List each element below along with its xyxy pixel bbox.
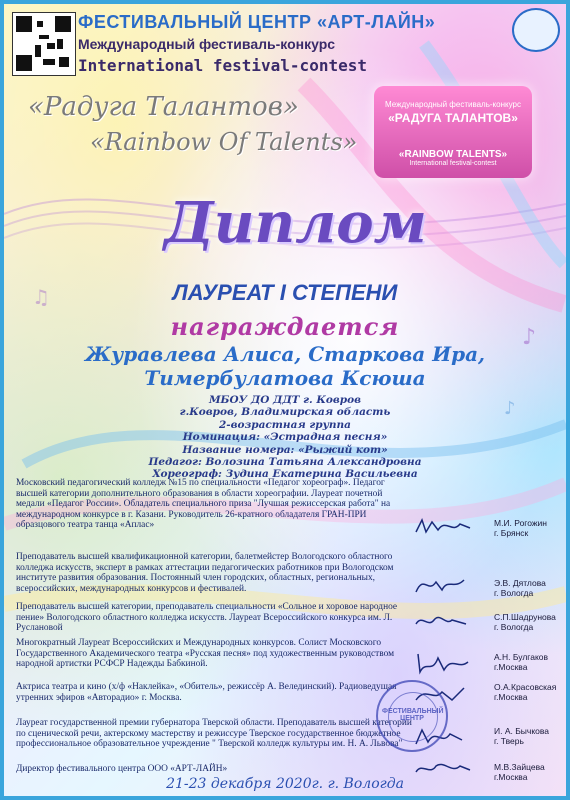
jury-name: И. А. Бычкова: [494, 726, 550, 736]
jury-name: С.П.Шадрунова: [494, 612, 556, 622]
jury-city: г.Москва: [494, 692, 528, 702]
jury-description: Лауреат государственной премии губернатора Тверской области. Преподаватель высшей категории по сценической речи, актерскому мастерству и режиссуре Тверское государственное бюджетное профессиональное образовательное учреждение " Тверской колледж культуры им. Н. А. Львова": [16, 718, 412, 750]
info-age-group: 2-возрастная группа: [219, 418, 351, 431]
diploma-title: Диплом: [164, 190, 427, 256]
jury-member: [16, 602, 556, 642]
jury-name: М.В.Зайцева: [494, 762, 545, 772]
jury-city: г. Вологда: [494, 588, 534, 598]
recipient-names-line-2: Тимербулатова Ксюша: [144, 366, 426, 390]
jury-city: г.Москва: [494, 662, 528, 672]
svg-text:♪: ♪: [504, 398, 516, 419]
jury-name: М.И. Рогожин: [494, 518, 547, 528]
jury-member: [16, 682, 557, 712]
recipient-names: [4, 342, 566, 390]
date-place: 21-23 декабря 2020г. г. Вологда: [166, 776, 404, 792]
jury-description: Преподаватель высшей категории, преподаватель специальности «Сольное и хоровое народное пение» Вологодского областного колледжа искусств. Лауреат Всероссийского конкурса им. Л. Руслановой: [16, 602, 398, 634]
laureate-degree: ЛАУРЕАТ I СТЕПЕНИ: [172, 280, 398, 305]
festival-type-ru: Международный фестиваль-конкурс: [78, 36, 336, 52]
jury-name: Э.В. Дятлова: [494, 578, 546, 588]
badge-line-1: Международный фестиваль-конкурс: [385, 100, 521, 109]
signature-image: [412, 514, 482, 540]
festival-badge: [374, 86, 532, 178]
badge-line-3: «RAINBOW TALENTS»: [398, 149, 508, 160]
festival-type-en: International festival-contest: [78, 56, 367, 75]
jury-description: Актриса театра и кино (х/ф «Наклейка», «Обитель», режиссёр А. Велединский). Радиоведущая утренних эфиров «Авторадио» г. Москва.: [16, 682, 397, 703]
participant-info: [4, 394, 566, 481]
jury-member: [16, 638, 549, 684]
stamp-text: ФЕСТИВАЛЬНЫЙ ЦЕНТР: [382, 708, 444, 722]
art-line-logo: [512, 8, 560, 52]
jury-description: Многократный Лауреат Всероссийских и Международных конкурсов. Солист Московского Государственного Академического театра «Русская песня» под художественным руководством народной артистки РСФСР Надежды Бабкиной.: [16, 638, 395, 670]
svg-text:♪: ♪: [522, 325, 537, 350]
jury-description: Преподаватель высшей квалификационной категории, балетмейстер Вологодского областного колледжа искусств, эксперт в рамках аттестации педагогических работников при Вологодском институте развития образования. Постоянный член городских, областных, региональных, всероссийских, международных конкурсов и фестивалей.: [16, 552, 394, 594]
jury-member: [16, 478, 547, 542]
jury-description: Директор фестивального центра ООО «АРТ-ЛАЙН»: [16, 764, 228, 774]
svg-text:♫: ♫: [32, 285, 50, 309]
info-number-title: Название номера: «Рыжий кот»: [182, 443, 388, 456]
official-stamp: [376, 680, 448, 752]
info-choreographer: Хореограф: Зудина Екатерина Васильевна: [152, 468, 418, 481]
signature-image: [412, 572, 482, 598]
signature-image: [412, 650, 482, 676]
festival-name-ru: «Радуга Талантов»: [28, 92, 299, 122]
jury-city: г. Тверь: [494, 736, 524, 746]
awarded-label: награждается: [170, 312, 400, 341]
center-title: ФЕСТИВАЛЬНЫЙ ЦЕНТР «АРТ-ЛАЙН»: [78, 12, 436, 32]
signature-image: [412, 608, 482, 634]
info-teacher: Педагог: Волозина Татьяна Александровна: [148, 456, 422, 469]
info-school: МБОУ ДО ДДТ г. Ковров: [208, 394, 362, 406]
info-city: г.Ковров, Владимирская область: [179, 406, 391, 419]
jury-member: [16, 552, 546, 606]
jury-name: О.А.Красовская: [494, 682, 557, 692]
jury-city: г.Москва: [494, 772, 528, 782]
qr-code: [12, 12, 76, 76]
badge-line-2: «РАДУГА ТАЛАНТОВ»: [388, 111, 518, 125]
jury-city: г. Вологда: [494, 622, 534, 632]
jury-name: А.Н. Булгаков: [494, 652, 549, 662]
badge-line-4: International festival-contest: [409, 160, 497, 167]
info-nomination: Номинация: «Эстрадная песня»: [182, 431, 388, 444]
jury-description: Московский педагогический колледж №15 по специальности «Педагог хореограф». Педагог высшей категории дополнительного образования в области хореографии. Лауреат почетной медали «Педагог России». Обладатель специального приза "Лучшая режиссерская работа" на международном конкурсе в г. Казани. Руководитель 26-кратного обладателя ГРАН-ПРИ образцового театра танца «Аплас»: [16, 478, 391, 531]
jury-city: г. Брянск: [494, 528, 529, 538]
festival-name-en: «Rainbow Of Talents»: [90, 128, 358, 156]
recipient-names-line-1: Журавлева Алиса, Старкова Ира,: [85, 342, 485, 366]
